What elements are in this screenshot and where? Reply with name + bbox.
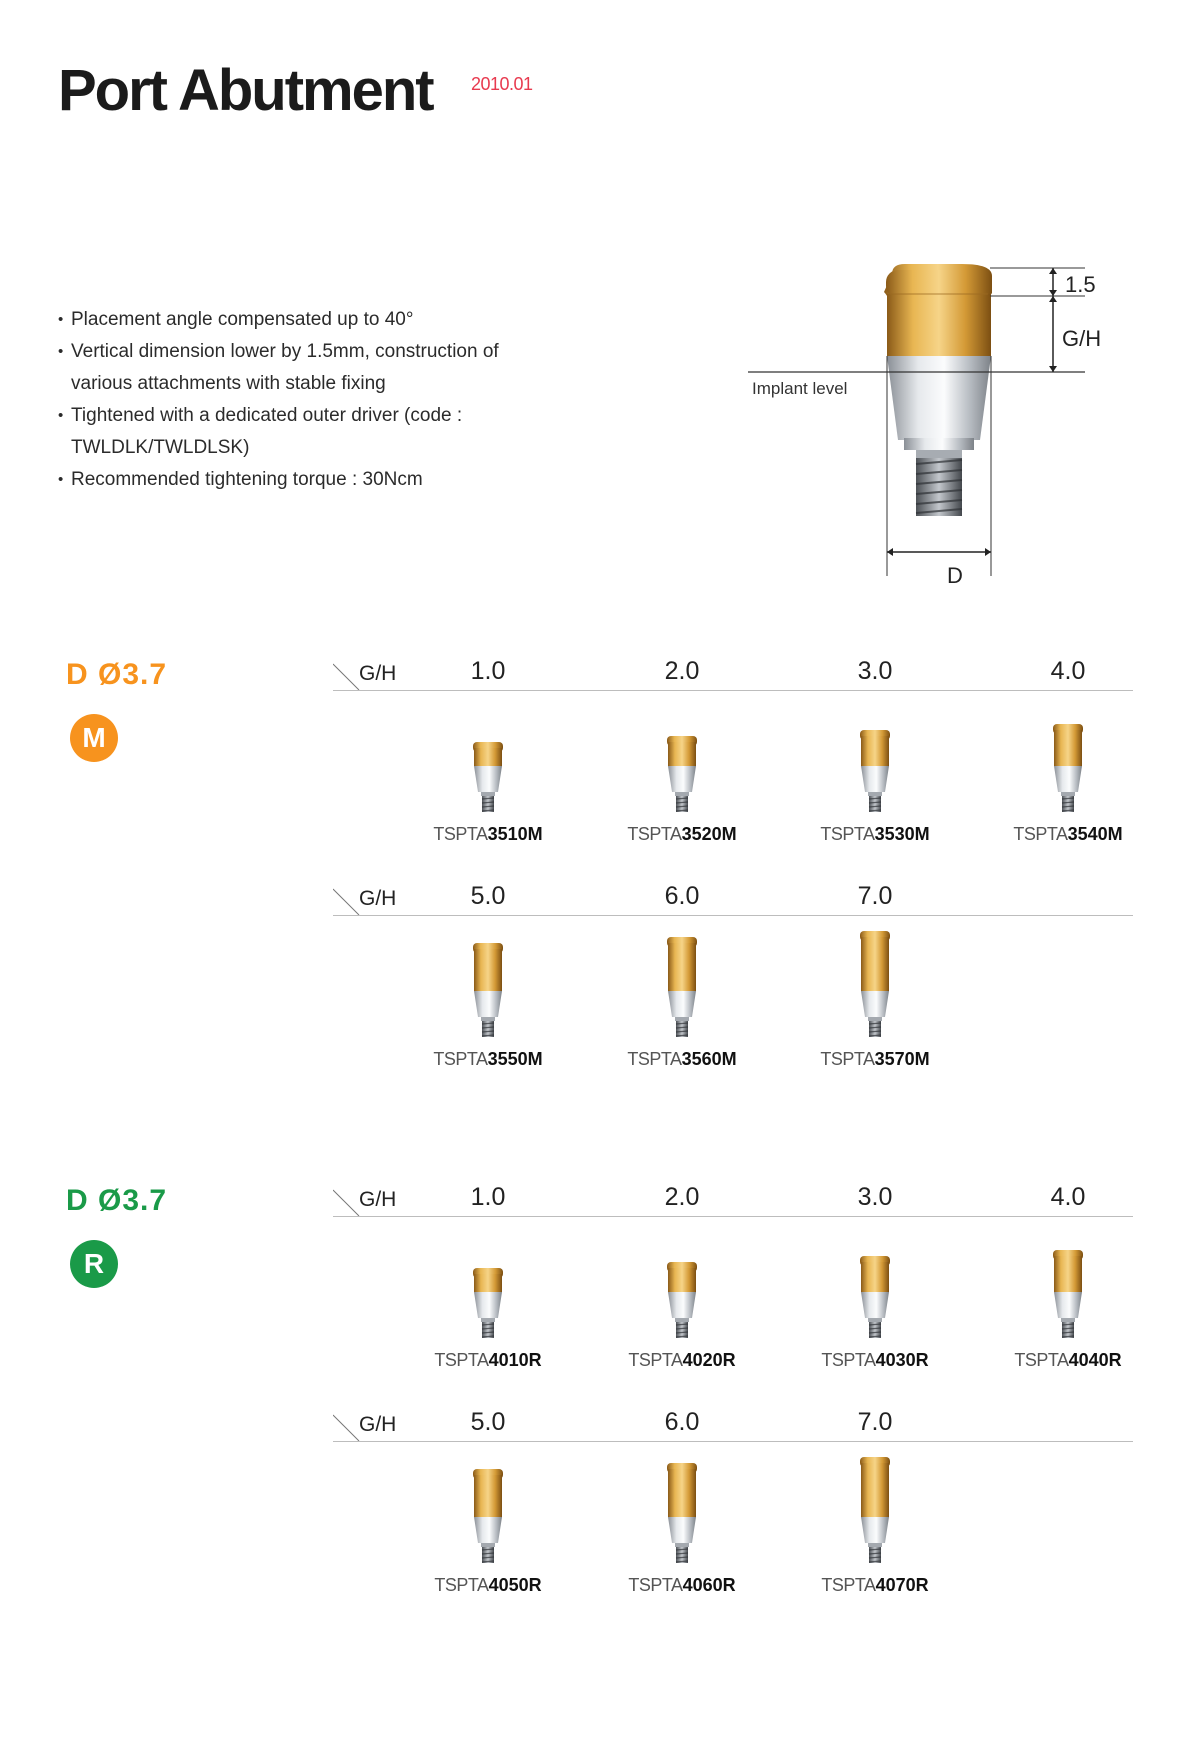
gh-value: 6.0 (664, 1408, 700, 1436)
abutment-image (855, 929, 895, 1041)
gh-value: 1.0 (470, 657, 506, 685)
implant-level-label: Implant level (752, 379, 848, 398)
product-code (582, 1350, 782, 1371)
abutment-image (468, 941, 508, 1041)
product-code (775, 1049, 975, 1070)
product-code (775, 824, 975, 845)
product-code (582, 1575, 782, 1596)
gh-value: 3.0 (857, 657, 893, 685)
connection-badge: M (70, 714, 118, 762)
product-code-number: 3510M (487, 824, 543, 844)
gh-dimension-label: G/H (1062, 326, 1102, 351)
product-code-number: 3570M (874, 1049, 930, 1069)
product-code-number: 4030R (875, 1350, 929, 1370)
gh-label: G/H (359, 1188, 397, 1211)
product-code (388, 824, 588, 845)
product-code-number: 4050R (488, 1575, 542, 1595)
product-code-prefix: TSPTA (433, 824, 488, 844)
gh-label: G/H (359, 662, 397, 685)
revision-date: 2010.01 (471, 74, 533, 94)
product-item (582, 734, 782, 845)
gh-value: 2.0 (664, 1183, 700, 1211)
product-code (388, 1350, 588, 1371)
product-code-prefix: TSPTA (820, 1049, 875, 1069)
feature-item: • Placement angle compensated up to 40° (58, 304, 528, 336)
product-code-prefix: TSPTA (1014, 1350, 1069, 1370)
product-item (968, 1248, 1168, 1371)
abutment-image (1048, 722, 1088, 816)
product-code (775, 1350, 975, 1371)
section-diameter: D Ø3.7 (66, 1184, 168, 1217)
feature-item: • Recommended tightening torque : 30Ncm (58, 464, 528, 496)
product-code (388, 1575, 588, 1596)
gh-value: 7.0 (857, 882, 893, 910)
product-code (582, 824, 782, 845)
gh-value: 5.0 (470, 1408, 506, 1436)
product-code (775, 1575, 975, 1596)
product-item (775, 929, 975, 1070)
abutment-image (468, 1266, 508, 1342)
product-code-number: 4060R (682, 1575, 736, 1595)
product-code-prefix: TSPTA (434, 1350, 489, 1370)
product-code-number: 3530M (874, 824, 930, 844)
product-item (775, 1254, 975, 1371)
product-code-prefix: TSPTA (433, 1049, 488, 1069)
product-row (0, 1408, 1194, 1626)
gh-label: G/H (359, 1413, 397, 1436)
gh-value: 4.0 (1050, 657, 1086, 685)
diameter-label: D (947, 563, 963, 588)
section-diameter: D Ø3.7 (66, 658, 168, 691)
product-row (0, 1183, 1194, 1401)
feature-list (58, 304, 528, 496)
gh-value: 3.0 (857, 1183, 893, 1211)
product-code-prefix: TSPTA (821, 1350, 876, 1370)
product-item (582, 1461, 782, 1596)
product-item (775, 1455, 975, 1596)
page-title: Port Abutment (58, 58, 433, 123)
product-code-number: 3520M (681, 824, 737, 844)
dimension-diagram (740, 250, 1100, 600)
product-code (968, 824, 1168, 845)
product-code-number: 3550M (487, 1049, 543, 1069)
product-code-prefix: TSPTA (821, 1575, 876, 1595)
abutment-image (468, 1467, 508, 1567)
abutment-image (662, 1461, 702, 1567)
product-item (775, 728, 975, 845)
abutment-image (662, 935, 702, 1041)
abutment-illustration (740, 250, 1100, 600)
gh-value: 7.0 (857, 1408, 893, 1436)
abutment-image (855, 728, 895, 816)
product-code-number: 3560M (681, 1049, 737, 1069)
product-row (0, 657, 1194, 875)
gh-value: 4.0 (1050, 1183, 1086, 1211)
product-item (388, 1266, 588, 1371)
product-code-prefix: TSPTA (627, 824, 682, 844)
gh-value: 6.0 (664, 882, 700, 910)
gh-value: 1.0 (470, 1183, 506, 1211)
product-code (968, 1350, 1168, 1371)
abutment-image (855, 1455, 895, 1567)
abutment-image (662, 734, 702, 816)
product-code-number: 4020R (682, 1350, 736, 1370)
product-code (582, 1049, 782, 1070)
product-code-number: 4070R (875, 1575, 929, 1595)
gh-value: 5.0 (470, 882, 506, 910)
product-code-number: 4010R (488, 1350, 542, 1370)
feature-item: • Tightened with a dedicated outer driver (code : TWLDLK/TWLDLSK) (58, 400, 528, 464)
product-code-prefix: TSPTA (628, 1575, 683, 1595)
abutment-image (1048, 1248, 1088, 1342)
product-code-prefix: TSPTA (434, 1575, 489, 1595)
connection-badge: R (70, 1240, 118, 1288)
abutment-image (662, 1260, 702, 1342)
product-item (968, 722, 1168, 845)
product-code-prefix: TSPTA (627, 1049, 682, 1069)
product-code-prefix: TSPTA (1013, 824, 1068, 844)
abutment-image (855, 1254, 895, 1342)
product-item (582, 1260, 782, 1371)
head-height-label: 1.5 (1065, 272, 1096, 297)
gh-value: 2.0 (664, 657, 700, 685)
product-code-number: 4040R (1068, 1350, 1122, 1370)
product-code-prefix: TSPTA (820, 824, 875, 844)
product-code-prefix: TSPTA (628, 1350, 683, 1370)
gh-label: G/H (359, 887, 397, 910)
feature-item: • Vertical dimension lower by 1.5mm, construction of various attachments with stable fixing (58, 336, 528, 400)
product-row (0, 882, 1194, 1100)
product-code (388, 1049, 588, 1070)
product-item (582, 935, 782, 1070)
product-code-number: 3540M (1067, 824, 1123, 844)
product-item (388, 1467, 588, 1596)
product-item (388, 941, 588, 1070)
abutment-image (468, 740, 508, 816)
product-item (388, 740, 588, 845)
